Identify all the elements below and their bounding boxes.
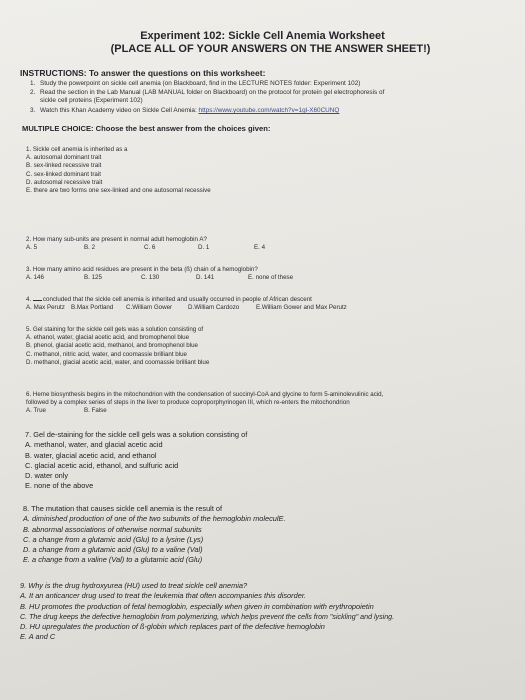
question-6-options [26,407,383,415]
question-2 [26,236,265,252]
question-2-option-c[interactable]: C. 6 [144,244,156,252]
question-1-option-d[interactable]: D. autosomal recessive trait [26,178,103,186]
question-8 [23,504,286,566]
question-9-option-d[interactable]: D. HU upregulates the production of ß-globin which replaces part of the defective hemoglobin [20,622,325,632]
question-7 [25,430,247,492]
question-4 [26,296,347,312]
instructions-heading: INSTRUCTIONS: To answer the questions on this worksheet: [20,68,266,78]
multiple-choice-heading: MULTIPLE CHOICE: Choose the best answer from the choices given: [22,124,271,133]
question-7-stem: 7. Gel de-staining for the sickle cell gels was a solution consisting of [25,430,248,439]
question-1-option-a[interactable]: A. autosomal dominant trait [26,154,102,162]
question-9-option-b[interactable]: B. HU promotes the production of fetal hemoglobin, especially when given in combination with erythropoietin [20,601,374,611]
question-4-number: 4. [26,296,32,303]
question-5-option-b[interactable]: B. phenol, glacial acetic acid, methanol, and bromophenol blue [26,342,198,350]
question-9-option-c[interactable]: C. The drug keeps the defective hemoglobin from polymerizing, which helps prevent the cells from "sickling" and lysing. [20,612,395,621]
question-6-option-b[interactable]: B. False [84,407,107,415]
question-2-option-a[interactable]: A. 5 [26,244,38,252]
question-9-option-e[interactable]: E. A and C [20,632,56,642]
question-9-stem: 9. Why is the drug hydroxyurea (HU) used to treat sickle cell anemia? [20,581,248,590]
instruction-item-2: 2. Read the section in the Lab Manual (LAB MANUAL folder on Blackboard) on the protocol for protein gel electrophoresis of [30,89,385,96]
question-7-option-a[interactable]: A. methanol, water, and glacial acetic acid [25,440,163,450]
question-1-stem: 1. Sickle cell anemia is inherited as a [26,146,128,153]
question-4-option-a[interactable]: A. Max Perutz [26,304,65,312]
khan-video-link[interactable]: https://www.youtube.com/watch?v=1gl-X60CUNQ [198,107,340,114]
question-2-option-d[interactable]: D. 1 [198,244,210,252]
question-4-option-e[interactable]: E.William Gower and Max Perutz [256,304,347,312]
question-3-stem: 3. How many amino acid residues are present in the beta (ß) chain of a hemoglobin? [26,266,258,273]
question-1 [26,146,211,195]
question-3 [26,266,293,282]
question-8-stem: 8. The mutation that causes sickle cell anemia is the result of [23,504,223,513]
question-3-option-b[interactable]: B. 125 [84,274,102,282]
question-7-option-d[interactable]: D. water only [25,471,69,481]
question-1-option-b[interactable]: B. sex-linked recessive trait [26,162,102,170]
question-3-option-a[interactable]: A. 146 [26,274,44,282]
question-6-stem-cont: followed by a complex series of steps in the liver to produce coproporphyrinogen III, which re-enters the mitochondrion [26,399,350,407]
question-7-option-b[interactable]: B. water, glacial acetic acid, and ethanol [25,450,157,460]
question-4-stem: concluded that the sickle cell anemia is inherited and usually occurred in people of African descent [42,296,312,303]
instruction-item-3: 3. Watch this Khan Academy video on Sickle Cell Anemia: https://www.youtube.com/watch?v=1gl-X60CUNQ [30,107,340,114]
question-1-option-c[interactable]: C. sex-linked dominant trait [26,170,101,178]
question-2-option-e[interactable]: E. 4 [254,244,266,252]
question-6 [26,391,383,416]
question-4-answer-blank [33,300,42,301]
question-5-stem: 5. Gel staining for the sickle cell gels was a solution consisting of [26,326,204,333]
question-5 [26,326,209,367]
question-3-option-c[interactable]: C. 130 [141,274,160,282]
instruction-item-1: 1. Study the powerpoint on sickle cell anemia (on Blackboard, find in the LECTURE NOTES folder: Experiment 102) [30,80,361,87]
question-6-option-a[interactable]: A. True [26,407,46,415]
question-5-option-d[interactable]: D. methanol, glacial acetic acid, water, and coomassie brilliant blue [26,358,210,366]
question-3-option-e[interactable]: E. none of these [248,274,294,282]
question-2-option-b[interactable]: B. 2 [84,244,96,252]
question-8-option-d[interactable]: D. a change from a glutamic acid (Glu) to a valine (Val) [23,545,203,555]
question-8-option-b[interactable]: B. abnormal associations of otherwise normal subunits [23,524,202,534]
question-4-option-d[interactable]: D.William Cardozo [188,304,240,312]
question-8-option-c[interactable]: C. a change from a glutamic acid (Glu) to a lysine (Lys) [23,534,204,544]
question-7-option-c[interactable]: C. glacial acetic acid, ethanol, and sulfuric acid [25,460,179,470]
question-8-option-a[interactable]: A. diminished production of one of the two subunits of the hemoglobin moleculE. [23,514,286,524]
worksheet-title: Experiment 102: Sickle Cell Anemia Worksheet [140,30,385,42]
question-8-option-e[interactable]: E. a change from a valine (Val) to a glutamic acid (Glu) [23,555,203,565]
question-6-stem: 6. Heme biosynthesis begins in the mitochondrion with the condensation of succinyl-CoA and glycine to form 5-aminolevulinic acid, [26,391,384,398]
question-2-options [26,244,265,252]
question-7-option-e[interactable]: E. none of the above [25,481,94,491]
question-1-option-e[interactable]: E. there are two forms one sex-linked and one autosomal recessive [26,187,211,195]
question-9 [20,581,394,643]
question-4-options [26,304,347,312]
worksheet-subtitle: (PLACE ALL OF YOUR ANSWERS ON THE ANSWER SHEET!) [110,43,431,55]
question-3-options [26,274,293,282]
question-3-option-d[interactable]: D. 141 [196,274,215,282]
question-4-stem-line [26,296,347,304]
question-9-option-a[interactable]: A. It an anticancer drug used to treat the leukemia that often accompanies this disorder. [20,591,307,601]
question-2-stem: 2. How many sub-units are present in normal adult hemoglobin A? [26,236,207,243]
question-4-option-c[interactable]: C.William Gower [126,304,173,312]
question-4-option-b[interactable]: B.Max Portland [71,304,114,312]
question-5-option-a[interactable]: A. ethanol, water, glacial acetic acid, and bromophenol blue [26,334,190,342]
instruction-item-2-cont: sickle cell proteins (Experiment 102) [40,97,143,104]
question-5-option-c[interactable]: C. methanol, nitric acid, water, and coomassie brilliant blue [26,350,187,358]
